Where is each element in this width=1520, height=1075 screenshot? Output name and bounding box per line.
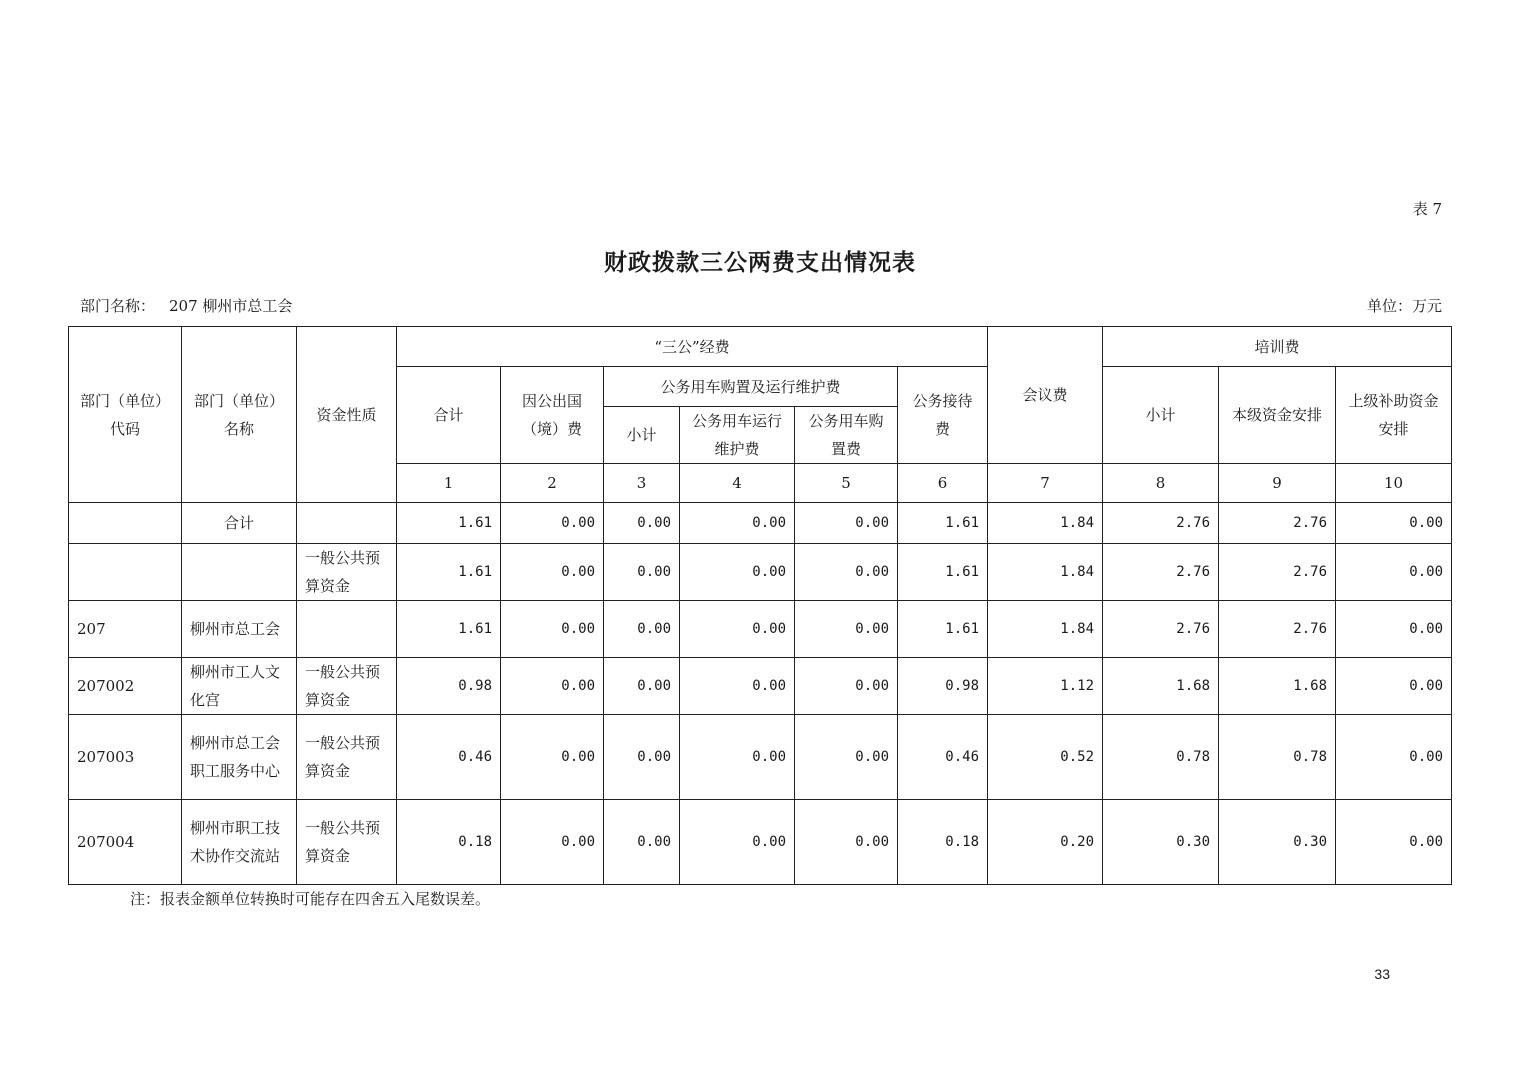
header-meeting: 会议费: [988, 327, 1103, 464]
row-code: [69, 544, 182, 601]
header-abroad: 因公出国（境）费: [501, 367, 604, 464]
col-number: 9: [1219, 464, 1336, 503]
row-value: 0.20: [988, 800, 1103, 885]
department-label: 部门名称：: [80, 297, 156, 315]
row-value: 0.00: [1336, 503, 1452, 544]
row-value: 1.61: [898, 503, 988, 544]
row-value: 0.00: [604, 503, 680, 544]
header-train-self: 本级资金安排: [1219, 367, 1336, 464]
row-fund-nature: [297, 503, 397, 544]
table-number: 表 7: [1412, 200, 1442, 218]
row-value: 0.98: [397, 658, 501, 715]
header-vehicle-subtotal: 小计: [604, 407, 680, 464]
row-value: 0.00: [604, 601, 680, 658]
row-value: 0.00: [501, 658, 604, 715]
row-value: 2.76: [1103, 544, 1219, 601]
row-name: [182, 544, 297, 601]
page-number: 33: [1374, 966, 1390, 982]
row-fund-nature: [297, 601, 397, 658]
row-value: 2.76: [1103, 503, 1219, 544]
row-value: 1.61: [898, 544, 988, 601]
header-dept-code: 部门（单位）代码: [69, 327, 182, 503]
row-value: 0.00: [1336, 715, 1452, 800]
row-value: 0.00: [501, 503, 604, 544]
row-code: 207002: [69, 658, 182, 715]
row-name: 柳州市职工技术协作交流站: [182, 800, 297, 885]
header-sangong: “三公”经费: [397, 327, 988, 367]
col-number: 6: [898, 464, 988, 503]
col-number: 4: [680, 464, 795, 503]
header-dept-name: 部门（单位）名称: [182, 327, 297, 503]
row-value: 0.00: [1336, 658, 1452, 715]
row-code: 207: [69, 601, 182, 658]
col-number: 3: [604, 464, 680, 503]
row-fund-nature: 一般公共预算资金: [297, 658, 397, 715]
row-name: 合计: [182, 503, 297, 544]
table-row: [69, 503, 1452, 544]
col-number: 8: [1103, 464, 1219, 503]
row-value: 0.98: [898, 658, 988, 715]
row-value: 0.18: [898, 800, 988, 885]
row-code: 207004: [69, 800, 182, 885]
table-row: [69, 544, 1452, 601]
row-value: 0.00: [680, 658, 795, 715]
col-number: 10: [1336, 464, 1452, 503]
row-value: 1.68: [1103, 658, 1219, 715]
row-value: 1.84: [988, 601, 1103, 658]
row-value: 0.00: [604, 544, 680, 601]
row-value: 0.00: [680, 503, 795, 544]
row-value: 0.00: [501, 544, 604, 601]
footnote: 注：报表金额单位转换时可能存在四舍五入尾数误差。: [130, 890, 491, 908]
row-value: 0.00: [795, 658, 898, 715]
row-value: 0.78: [1219, 715, 1336, 800]
table-body: [69, 503, 1452, 885]
header-train-subtotal: 小计: [1103, 367, 1219, 464]
row-value: 1.84: [988, 544, 1103, 601]
row-code: [69, 503, 182, 544]
row-fund-nature: 一般公共预算资金: [297, 715, 397, 800]
header-reception: 公务接待费: [898, 367, 988, 464]
header-vehicle-group: 公务用车购置及运行维护费: [604, 367, 898, 407]
row-value: 0.00: [795, 601, 898, 658]
row-value: 1.61: [397, 503, 501, 544]
row-value: 0.30: [1103, 800, 1219, 885]
table-row: [69, 601, 1452, 658]
col-number: 5: [795, 464, 898, 503]
row-value: 2.76: [1219, 544, 1336, 601]
row-value: 0.00: [680, 544, 795, 601]
row-value: 0.18: [397, 800, 501, 885]
row-name: 柳州市总工会职工服务中心: [182, 715, 297, 800]
row-value: 1.84: [988, 503, 1103, 544]
row-value: 0.00: [1336, 601, 1452, 658]
row-value: 0.00: [1336, 800, 1452, 885]
page-title: 财政拨款三公两费支出情况表: [604, 249, 916, 276]
row-value: 0.00: [795, 715, 898, 800]
row-value: 0.00: [501, 800, 604, 885]
col-number: 7: [988, 464, 1103, 503]
row-fund-nature: 一般公共预算资金: [297, 544, 397, 601]
row-value: 0.00: [680, 601, 795, 658]
row-value: 1.68: [1219, 658, 1336, 715]
table-row: [69, 800, 1452, 885]
row-value: 2.76: [1219, 601, 1336, 658]
header-total: 合计: [397, 367, 501, 464]
row-value: 0.00: [795, 503, 898, 544]
row-name: 柳州市总工会: [182, 601, 297, 658]
header-vehicle-maint: 公务用车运行维护费: [680, 407, 795, 464]
row-fund-nature: 一般公共预算资金: [297, 800, 397, 885]
header-vehicle-purchase: 公务用车购置费: [795, 407, 898, 464]
row-value: 0.00: [795, 800, 898, 885]
row-value: 0.00: [604, 800, 680, 885]
col-number: 2: [501, 464, 604, 503]
row-value: 0.00: [501, 715, 604, 800]
department-info: [80, 295, 292, 316]
row-value: 0.00: [604, 715, 680, 800]
header-training: 培训费: [1103, 327, 1452, 367]
row-value: 0.00: [501, 601, 604, 658]
expense-table: [68, 326, 1452, 885]
row-value: 2.76: [1103, 601, 1219, 658]
row-value: 0.78: [1103, 715, 1219, 800]
row-value: 0.00: [680, 800, 795, 885]
table-row: [69, 715, 1452, 800]
row-value: 0.00: [1336, 544, 1452, 601]
row-value: 0.00: [680, 715, 795, 800]
header-fund-nature: 资金性质: [297, 327, 397, 503]
department-value: 207 柳州市总工会: [169, 297, 293, 315]
row-value: 2.76: [1219, 503, 1336, 544]
row-code: 207003: [69, 715, 182, 800]
row-value: 1.61: [397, 601, 501, 658]
row-value: 1.61: [397, 544, 501, 601]
header-train-upper: 上级补助资金安排: [1336, 367, 1452, 464]
row-value: 0.00: [604, 658, 680, 715]
col-number: 1: [397, 464, 501, 503]
row-value: 0.30: [1219, 800, 1336, 885]
table-row: [69, 658, 1452, 715]
row-value: 0.46: [397, 715, 501, 800]
unit-label: 单位：万元: [1366, 297, 1442, 315]
row-value: 0.52: [988, 715, 1103, 800]
row-value: 1.61: [898, 601, 988, 658]
row-value: 0.00: [795, 544, 898, 601]
row-value: 1.12: [988, 658, 1103, 715]
row-name: 柳州市工人文化宫: [182, 658, 297, 715]
row-value: 0.46: [898, 715, 988, 800]
